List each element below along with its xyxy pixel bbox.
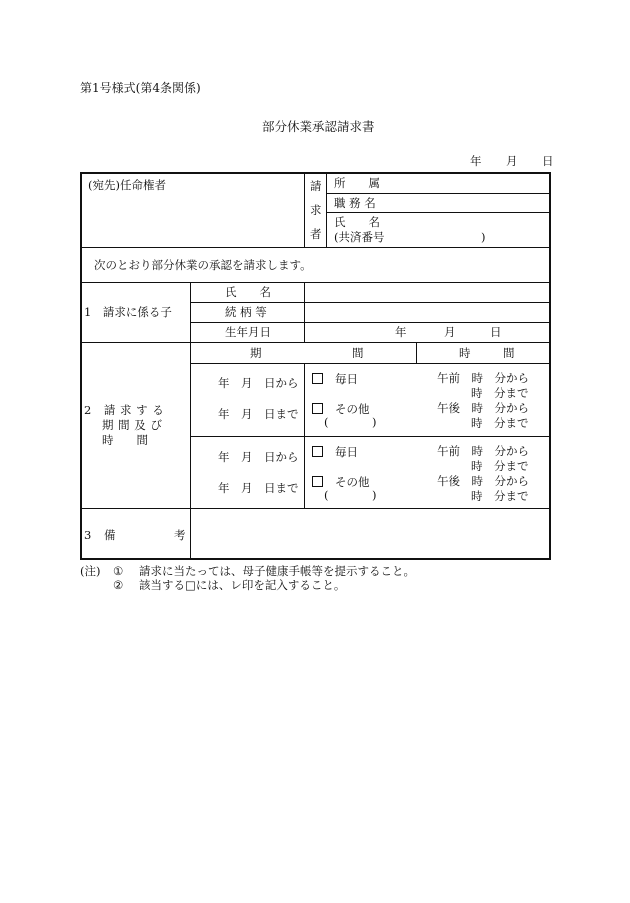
- period-column-header-right: 間: [352, 346, 364, 360]
- period-2-pm-end: 時 分まで: [471, 489, 529, 503]
- period-2-daily-checkbox[interactable]: [312, 446, 323, 457]
- period-section-heading-line-2: 期 間 及 び: [102, 418, 163, 432]
- request-statement: 次のとおり部分休業の承認を請求します。: [94, 258, 312, 272]
- time-column-header-right: 間: [503, 346, 515, 360]
- period-2-am-start: 午前 時 分から: [437, 444, 529, 458]
- period-1-from: 年 月 日から: [218, 376, 299, 390]
- period-2-other-close-paren: ): [372, 488, 377, 502]
- period-1-other-open-paren: (: [324, 415, 329, 429]
- period-1-pm-end: 時 分まで: [471, 416, 529, 430]
- note-1-mark: ①: [113, 564, 124, 578]
- period-1-daily-checkbox[interactable]: [312, 373, 323, 384]
- period-2-other-label: その他: [335, 475, 370, 489]
- child-relationship-label: 続 柄 等: [225, 305, 267, 319]
- child-relationship-field[interactable]: [306, 304, 548, 321]
- note-2-mark: ②: [113, 578, 124, 592]
- child-dob-label: 生年月日: [225, 325, 271, 339]
- period-2-daily-option: [312, 446, 358, 459]
- remarks-heading-char-1: 備: [104, 528, 116, 542]
- child-section-heading: 1 請求に係る子: [84, 305, 172, 319]
- time-column-header-left: 時: [459, 346, 471, 360]
- period-2-am-end: 時 分まで: [471, 459, 529, 473]
- mutual-aid-close-paren: ): [481, 230, 486, 244]
- period-2-daily-label: 毎日: [335, 445, 358, 459]
- period-section-heading-line-1: 2 請 求 す る: [84, 403, 165, 417]
- period-1-other-close-paren: ): [372, 415, 377, 429]
- dob-year-label: 年: [395, 325, 407, 339]
- addressee-label: (宛先)任命権者: [88, 178, 166, 192]
- period-2-from: 年 月 日から: [218, 450, 299, 464]
- date-year-label: 年: [470, 154, 482, 168]
- notes-label: (注): [80, 564, 101, 578]
- period-1-daily-option: [312, 373, 358, 386]
- affiliation-field[interactable]: [380, 175, 548, 192]
- period-1-to: 年 月 日まで: [218, 407, 299, 421]
- period-2-other-option: [312, 476, 370, 489]
- child-name-field[interactable]: [306, 284, 548, 301]
- requester-label-char-3: 者: [310, 227, 322, 241]
- name-label: 氏 名: [334, 215, 380, 229]
- period-2-pm-start: 午後 時 分から: [437, 474, 529, 488]
- mutual-aid-number-label: (共済番号: [334, 230, 385, 244]
- remarks-heading-char-2: 考: [174, 528, 186, 542]
- date-day-label: 日: [542, 154, 554, 168]
- child-name-label: 氏 名: [225, 285, 271, 299]
- requester-label-char-2: 求: [310, 203, 322, 217]
- period-1-other-checkbox[interactable]: [312, 403, 323, 414]
- period-2-other-checkbox[interactable]: [312, 476, 323, 487]
- period-2-other-detail-field[interactable]: [334, 488, 370, 502]
- period-1-am-start: 午前 時 分から: [437, 371, 529, 385]
- period-1-other-detail-field[interactable]: [334, 415, 370, 429]
- remarks-heading-number: 3: [84, 528, 92, 542]
- period-column-header-left: 期: [250, 346, 262, 360]
- requester-name-field[interactable]: [380, 214, 548, 230]
- affiliation-label: 所 属: [334, 176, 380, 190]
- document-title: 部分休業承認請求書: [262, 119, 375, 134]
- date-month-label: 月: [506, 154, 518, 168]
- job-title-label: 職 務 名: [334, 196, 376, 210]
- period-1-daily-label: 毎日: [335, 372, 358, 386]
- period-1-other-option: [312, 403, 370, 416]
- period-1-other-label: その他: [335, 402, 370, 416]
- remarks-field[interactable]: [192, 510, 548, 557]
- period-1-pm-start: 午後 時 分から: [437, 401, 529, 415]
- note-2-text: 該当する□には、レ印を記入すること。: [139, 578, 346, 592]
- dob-month-label: 月: [444, 325, 456, 339]
- period-2-other-open-paren: (: [324, 488, 329, 502]
- dob-day-label: 日: [490, 325, 502, 339]
- form-number: 第1号様式(第4条関係): [80, 81, 201, 95]
- mutual-aid-number-field[interactable]: [388, 230, 478, 245]
- period-section-heading-line-3: 時 間: [102, 433, 148, 447]
- job-title-field[interactable]: [380, 195, 548, 211]
- note-1-text: 請求に当たっては、母子健康手帳等を提示すること。: [139, 564, 415, 578]
- period-1-am-end: 時 分まで: [471, 386, 529, 400]
- requester-label-char-1: 請: [310, 179, 322, 193]
- period-2-to: 年 月 日まで: [218, 481, 299, 495]
